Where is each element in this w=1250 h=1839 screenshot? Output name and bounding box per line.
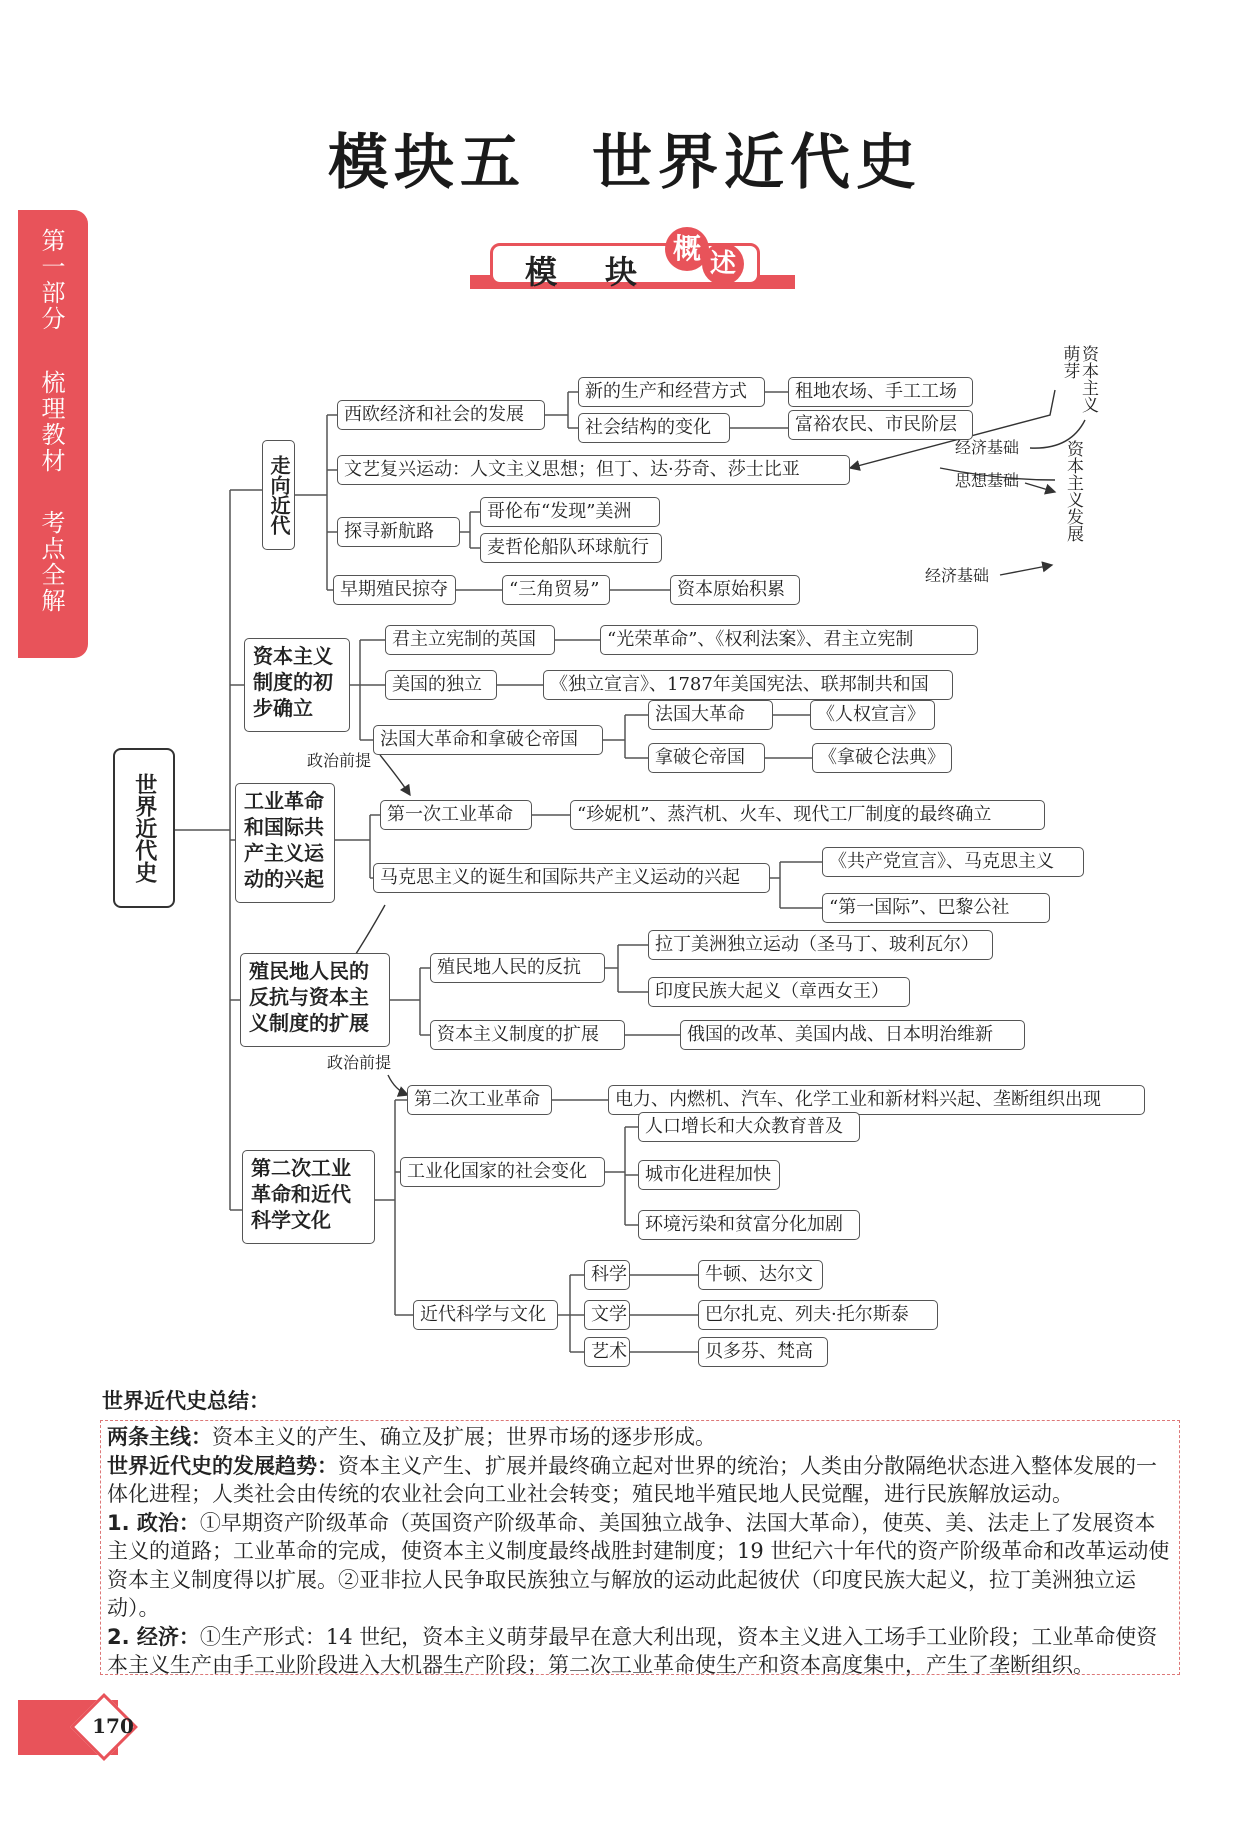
node-napoleon-empire: 拿破仑帝国 (648, 743, 765, 773)
node-indian-uprising: 印度民族大起义（章西女王） (648, 977, 910, 1007)
node-columbus: 哥伦布“发现”美洲 (480, 497, 660, 527)
node-us-independence: 美国的独立 (385, 670, 497, 700)
node-literature: 文学 (584, 1300, 630, 1330)
note-ideological-base: 思想基础 (955, 471, 1020, 490)
root-node: 世界近代史 (113, 748, 175, 908)
note-capitalism-development: 资本主义发展 (1063, 440, 1083, 542)
node-balzac-tolstoy: 巴尔扎克、列夫·托尔斯泰 (698, 1300, 938, 1330)
note-political-premise-1: 政治前提 (307, 751, 372, 770)
node-first-industrial: 第一次工业革命 (380, 800, 532, 830)
page-title: 模块五 世界近代史 (328, 128, 922, 198)
summary-main-lines: 两条主线：资本主义的产生、确立及扩展；世界市场的逐步形成。 (107, 1425, 716, 1449)
node-rich-peasants: 富裕农民、市民阶层 (788, 410, 973, 440)
category-second-industrial: 第二次工业革命和近代科学文化 (242, 1150, 375, 1244)
node-french-revolution-empire: 法国大革命和拿破仑帝国 (373, 725, 603, 755)
node-new-production: 新的生产和经营方式 (578, 377, 765, 407)
node-early-colonial: 早期殖民掠夺 (333, 575, 456, 605)
category-colonial-resistance: 殖民地人民的反抗与资本主义制度的扩展 (240, 953, 390, 1047)
note-capitalism-sprout: 资本主义萌芽 (1059, 345, 1098, 413)
node-napoleonic-code: 《拿破仑法典》 (812, 743, 952, 773)
node-science-culture: 近代科学与文化 (413, 1300, 558, 1330)
node-latin-america: 拉丁美洲独立运动（圣马丁、玻利瓦尔） (648, 930, 993, 960)
node-first-international: “第一国际”、巴黎公社 (822, 893, 1050, 923)
node-triangle-trade: “三角贸易” (502, 575, 610, 605)
sidebar-sub: 考点全解 (37, 510, 65, 614)
note-economic-base-1: 经济基础 (955, 438, 1020, 457)
summary-politics: 1. 政治：①早期资产阶级革命（英国资产阶级革命、美国独立战争、法国大革命），使英、美、法走上了发展资本主义的道路；工业革命的完成，使资本主义制度最终战胜封建制度；19 世纪六十年代的资产阶级革命和改革运动使资本主义制度得以扩展。②亚非拉人民争取民族独立与解放的运动此起彼伏（印度民族大起义，拉丁美洲独立运动）。 (107, 1510, 1170, 1620)
banner-badge-2: 述 (702, 243, 744, 285)
node-communist-manifesto: 《共产党宣言》、马克思主义 (822, 847, 1084, 877)
node-britain-monarchy: 君主立宪制的英国 (385, 625, 555, 655)
summary-box (100, 1420, 1180, 1675)
node-new-routes: 探寻新航路 (337, 517, 460, 547)
node-newton-darwin: 牛顿、达尔文 (698, 1260, 823, 1290)
category-industrial-revolution: 工业革命和国际共产主义运动的兴起 (235, 783, 335, 903)
node-social-changes: 工业化国家的社会变化 (400, 1157, 605, 1187)
node-reforms: 俄国的改革、美国内战、日本明治维新 (680, 1020, 1025, 1050)
node-art: 艺术 (584, 1337, 630, 1367)
note-economic-base-2: 经济基础 (925, 566, 990, 585)
summary-economy: 2. 经济：①生产形式：14 世纪，资本主义萌芽最早在意大利出现，资本主义进入工场手工业阶段；工业革命使资本主义生产由手工业阶段进入大机器生产阶段；第二次工业革命使生产和资本高度集中，产生了垄断组织。 (107, 1624, 1158, 1677)
node-second-industrial: 第二次工业革命 (407, 1085, 552, 1115)
node-pollution-inequality: 环境污染和贫富分化加剧 (638, 1210, 860, 1240)
note-political-premise-2: 政治前提 (327, 1053, 392, 1072)
banner-badge-1: 概 (665, 227, 709, 271)
category-capitalism-established: 资本主义制度的初步确立 (244, 638, 350, 732)
node-western-europe: 西欧经济和社会的发展 (337, 400, 545, 430)
node-declaration: 《独立宣言》、1787年美国宪法、联邦制共和国 (543, 670, 953, 700)
node-glorious-revolution: “光荣革命”、《权利法案》、君主立宪制 (600, 625, 978, 655)
node-farms-workshops: 租地农场、手工工场 (788, 377, 973, 407)
node-urbanization: 城市化进程加快 (638, 1160, 780, 1190)
category-modern-transition: 走向近代 (262, 440, 295, 550)
node-beethoven-vangogh: 贝多芬、梵高 (698, 1337, 828, 1367)
node-social-structure: 社会结构的变化 (578, 413, 730, 443)
node-colonial-resistance: 殖民地人民的反抗 (430, 953, 605, 983)
node-rights-declaration: 《人权宣言》 (810, 700, 935, 730)
node-spinning-jenny: “珍妮机”、蒸汽机、火车、现代工厂制度的最终确立 (570, 800, 1045, 830)
sidebar-part: 第一部分 (37, 228, 65, 332)
node-science: 科学 (584, 1260, 630, 1290)
node-renaissance: 文艺复兴运动：人文主义思想；但丁、达·芬奇、莎士比亚 (337, 455, 850, 485)
banner-text: 模 块 (525, 253, 646, 291)
summary-heading: 世界近代史总结： (102, 1389, 270, 1413)
node-capitalism-expansion: 资本主义制度的扩展 (430, 1020, 625, 1050)
sidebar-section: 梳理教材 (37, 370, 65, 474)
node-electricity: 电力、内燃机、汽车、化学工业和新材料兴起、垄断组织出现 (608, 1085, 1145, 1115)
node-marxism: 马克思主义的诞生和国际共产主义运动的兴起 (373, 863, 770, 893)
node-population-education: 人口增长和大众教育普及 (638, 1112, 860, 1142)
summary-trends: 世界近代史的发展趋势：资本主义产生、扩展并最终确立起对世界的统治；人类由分散隔绝状态进入整体发展的一体化进程；人类社会由传统的农业社会向工业社会转变；殖民地半殖民地人民觉醒，进行民族解放运动。 (107, 1453, 1157, 1506)
node-primitive-accumulation: 资本原始积累 (670, 575, 800, 605)
node-magellan: 麦哲伦船队环球航行 (480, 533, 662, 563)
node-french-revolution: 法国大革命 (648, 700, 773, 730)
page-number: 170 (92, 1714, 134, 1738)
